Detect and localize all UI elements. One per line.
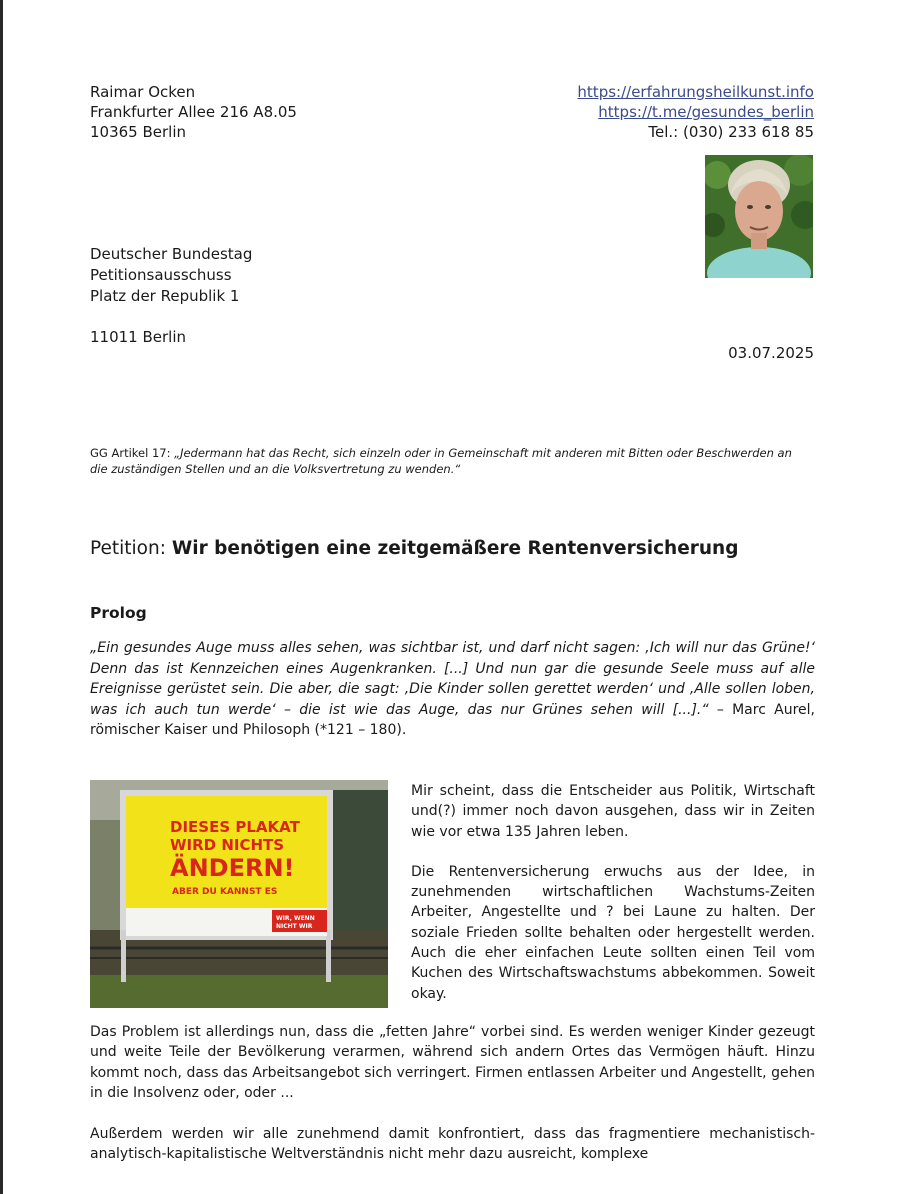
title-main: Wir benötigen eine zeitgemäßere Rentenversicherung <box>171 538 739 559</box>
poster-badge1: WIR, WENN <box>276 915 315 922</box>
poster-line4: ABER DU KANNST ES <box>172 887 278 897</box>
side-text <box>411 781 815 1024</box>
prolog-heading: Prolog <box>90 604 147 622</box>
sender-address <box>90 82 297 142</box>
paragraph-2: Die Rentenversicherung erwuchs aus der Idee, in zunehmenden wirtschaftlichen Wachstums-Zeiten Arbeiter, Angestellte und ? bei Laune zu halten. Der soziale Frieden sollte behalten oder hergestellt werden. Auch die eher einfachen Leute sollten einen Teil vom Kuchen des Wirtschaftswachstums abbekommen. Soweit okay. <box>411 863 815 1002</box>
poster-line2: WIRD NICHTS <box>170 836 285 854</box>
recipient-city: 11011 Berlin <box>90 328 187 346</box>
petition-title <box>90 538 738 559</box>
letter-date: 03.07.2025 <box>728 344 814 362</box>
paragraph-4: Außerdem werden wir alle zunehmend damit konfrontiert, dass das fragmentiere mechanistisch-analytisch-kapitalistische Weltverständnis nicht mehr dazu ausreicht, komplexe <box>90 1126 815 1163</box>
paragraph-3: Das Problem ist allerdings nun, dass die „fetten Jahre“ vorbei sind. Es werden weniger Kinder gezeugt und weite Teile der Bevölkerung verarmen, während sich andern Ortes das Vermögen häuft. Hinzu kommt noch, dass das Arbeitsangebot sich verringert. Firmen entlassen Arbeiter und Angestellt, gehen in die Insolvenz oder, oder ... <box>90 1024 815 1101</box>
article-text: „Jedermann hat das Recht, sich einzeln oder in Gemeinschaft mit anderen mit Bitten oder Beschwerden an die zuständigen Stellen und an die Volksvertretung zu wenden.“ <box>90 446 792 476</box>
title-prefix: Petition: <box>90 538 166 559</box>
sender-street: Frankfurter Allee 216 A8.05 <box>90 103 297 121</box>
recipient-address <box>90 244 252 348</box>
poster-image <box>90 780 388 1008</box>
poster-line3: ÄNDERN! <box>170 854 295 882</box>
prolog-quote <box>90 638 815 741</box>
quote-text: „Ein gesundes Auge muss alles sehen, was sichtbar ist, und darf nicht sagen: ‚Ich will nur das Grüne!‘ Denn das ist Kennzeichen eines Augenkranken. [...] Und nun gar die gesunde Seele muss auf alle Ereignisse gerüstet sein. Die aber, die sagt: ‚Die Kinder sollen gerettet werden‘ und ‚Alle sollen loben, was ich auch tun werde‘ – die ist wie das Auge, das nur Grünes sehen will [...].“ <box>90 640 815 718</box>
telegram-link[interactable]: https://t.me/gesundes_berlin <box>598 103 814 121</box>
phone-number: Tel.: (030) 233 618 85 <box>648 123 814 141</box>
paragraph-1: Mir scheint, dass die Entscheider aus Politik, Wirtschaft und(?) immer noch davon ausgehen, dass wir in Zeiten wie vor etwa 135 Jahren leben. <box>411 783 815 840</box>
recipient-line3: Platz der Republik 1 <box>90 287 240 305</box>
constitution-article <box>90 445 810 477</box>
poster-photo <box>90 780 388 1008</box>
website-link[interactable]: https://erfahrungsheilkunst.info <box>577 83 814 101</box>
scan-edge <box>0 0 3 1194</box>
sender-city: 10365 Berlin <box>90 123 187 141</box>
poster-badge2: NICHT WIR <box>276 923 313 930</box>
portrait-image <box>705 155 813 278</box>
quote-attribution: – Marc Aurel, römischer Kaiser und Philosoph (*121 – 180). <box>90 701 815 738</box>
contact-block <box>577 82 814 142</box>
article-label: GG Artikel 17: <box>90 446 171 460</box>
recipient-line1: Deutscher Bundestag <box>90 245 253 263</box>
sender-name: Raimar Ocken <box>90 83 196 101</box>
author-photo <box>705 155 813 278</box>
recipient-line2: Petitionsausschuss <box>90 266 232 284</box>
poster-line1: DIESES PLAKAT <box>170 818 300 836</box>
